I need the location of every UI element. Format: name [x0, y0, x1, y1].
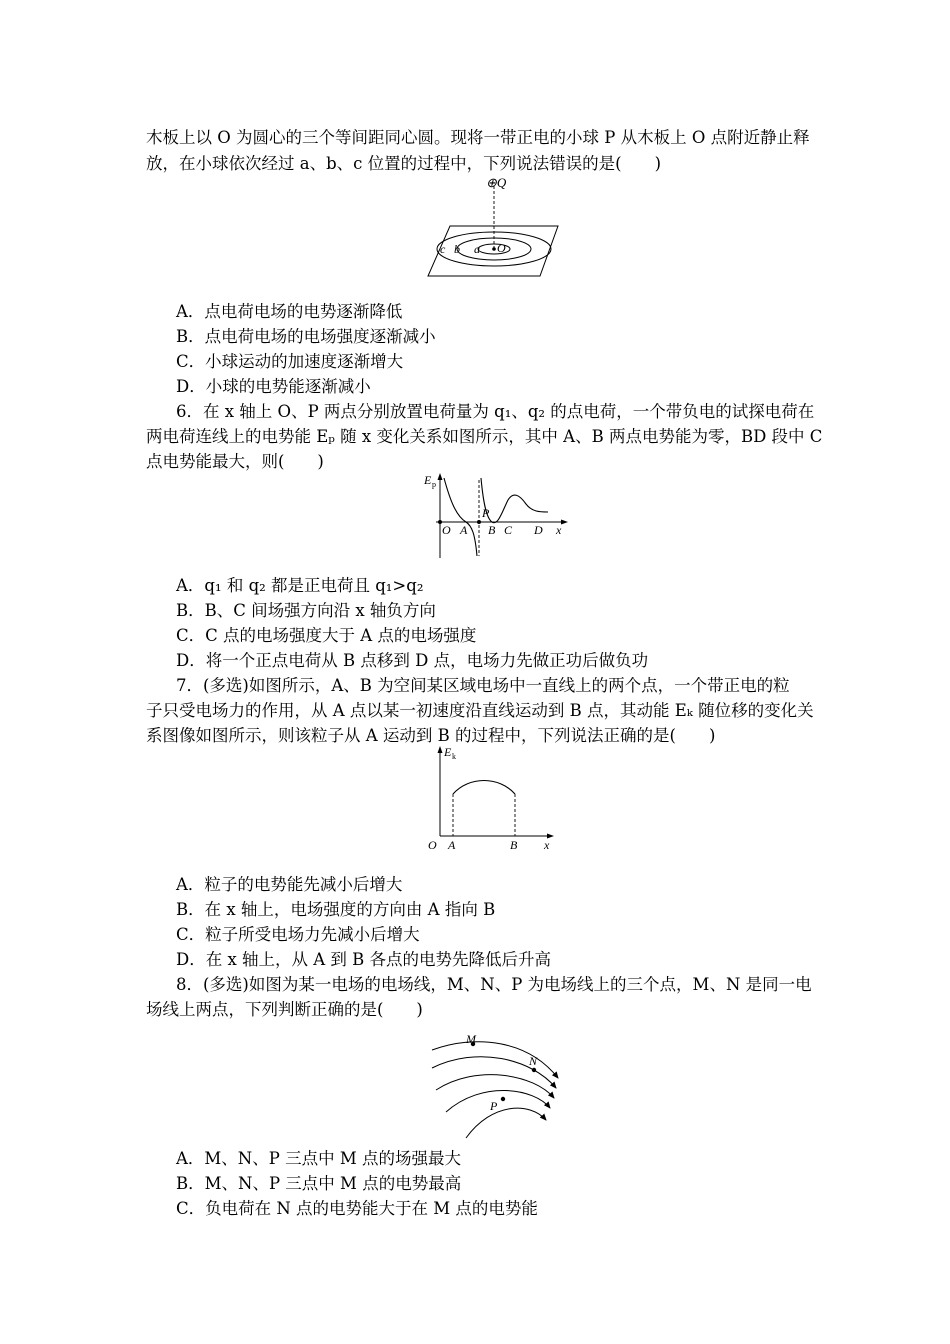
label-b: B: [510, 838, 518, 852]
q8-option-b: B．M、N、P 三点中 M 点的电势最高: [176, 1174, 462, 1193]
label-p: P: [490, 1099, 498, 1113]
label-d: D: [534, 523, 543, 537]
q5-option-b: B．点电荷电场的电场强度逐渐减小: [176, 327, 436, 346]
q5-stem-line-1: 木板上以 O 为圆心的三个等间距同心圆。现将一带正电的小球 P 从木板上 O 点附近静止释: [146, 128, 810, 147]
q8-option-c: C．负电荷在 N 点的电势能大于在 M 点的电势能: [176, 1199, 538, 1218]
label-a: a: [474, 242, 480, 256]
field-line-3: [436, 1075, 554, 1098]
q8-stem-line-1: 8．(多选)如图为某一电场的电场线，M、N、P 为电场线上的三个点，M、N 是同一电: [176, 975, 812, 994]
q6-option-d: D．将一个正点电荷从 B 点移到 D 点，电场力先做正功后做负功: [176, 651, 649, 670]
q7-figure-ek-graph: [424, 742, 564, 854]
q5-option-c: C．小球运动的加速度逐渐增大: [176, 352, 404, 371]
label-o: O: [428, 838, 437, 852]
q5-option-d: D．小球的电势能逐渐减小: [176, 377, 371, 396]
label-a: A: [448, 838, 456, 852]
q6-option-a: A．q₁ 和 q₂ 都是正电荷且 q₁>q₂: [176, 576, 424, 595]
label-o: O: [442, 523, 451, 537]
q6-option-b: B．B、C 间场强方向沿 x 轴负方向: [176, 601, 436, 620]
y-label-sub: k: [452, 752, 456, 761]
q8-option-a: A．M、N、P 三点中 M 点的场强最大: [176, 1149, 461, 1168]
q5-stem-line-2: 放，在小球依次经过 a、b、c 位置的过程中，下列说法错误的是( ): [146, 154, 662, 173]
point-o: [492, 247, 496, 251]
charge-q-label: ⊕Q: [486, 175, 507, 190]
label-a: A: [460, 523, 468, 537]
ep-curve-left: [444, 478, 477, 556]
q7-stem-line-2: 子只受电场力的作用，从 A 点以某一初速度沿直线运动到 B 点，其动能 Eₖ 随位移的变化关: [146, 701, 814, 720]
y-label: E: [444, 745, 452, 759]
x-axis-arrow: [561, 520, 568, 525]
y-axis-arrow: [438, 746, 443, 753]
label-c: c: [440, 242, 446, 256]
q8-stem-line-2: 场线上两点，下列判断正确的是( ): [146, 1000, 423, 1019]
label-b: b: [454, 242, 460, 256]
y-label: E: [424, 473, 432, 487]
y-label-sub: p: [432, 480, 436, 489]
field-line-5: [466, 1108, 546, 1138]
label-n: N: [529, 1054, 538, 1068]
q7-option-c: C．粒子所受电场力先减小后增大: [176, 925, 420, 944]
q7-option-b: B．在 x 轴上，电场强度的方向由 A 指向 B: [176, 900, 496, 919]
q5-option-a: A．点电荷电场的电势逐渐降低: [176, 302, 403, 321]
label-m: M: [466, 1032, 476, 1046]
point-p-dot: [477, 520, 481, 524]
q6-stem-line-1: 6．在 x 轴上 O、P 两点分别放置电荷量为 q₁、q₂ 的点电荷，一个带负电的试探电荷在: [176, 402, 815, 421]
q5-figure-concentric-circles: [420, 172, 570, 284]
q7-stem-line-1: 7．(多选)如图所示，A、B 为空间某区域电场中一直线上的两个点，一个带正电的粒: [176, 676, 790, 695]
point-p-dot: [501, 1097, 505, 1101]
field-line-2: [432, 1057, 556, 1088]
q6-option-c: C．C 点的电场强度大于 A 点的电场强度: [176, 626, 477, 645]
q6-stem-line-3: 点电势能最大，则( ): [146, 452, 324, 471]
wooden-board: [428, 226, 558, 276]
field-line-4: [446, 1090, 550, 1112]
label-b: B: [488, 523, 496, 537]
ep-curve-right: [481, 478, 548, 523]
q6-stem-line-2: 两电荷连线上的电势能 Eₚ 随 x 变化关系如图所示，其中 A、B 两点电势能为零，BD 段中 C: [146, 427, 823, 446]
label-c: C: [504, 523, 513, 537]
ek-curve: [453, 781, 515, 795]
label-x: x: [556, 523, 562, 537]
y-axis-arrow: [438, 473, 443, 480]
q8-figure-field-lines: [426, 1016, 566, 1144]
label-p: P: [482, 506, 490, 520]
q6-figure-ep-graph: [416, 470, 576, 562]
q7-option-a: A．粒子的电势能先减小后增大: [176, 875, 403, 894]
q7-option-d: D．在 x 轴上，从 A 到 B 各点的电势先降低后升高: [176, 950, 552, 969]
q7-stem-line-3: 系图像如图所示，则该粒子从 A 运动到 B 的过程中，下列说法正确的是( ): [146, 726, 716, 745]
label-o: O: [497, 241, 506, 255]
label-x: x: [544, 838, 550, 852]
point-n-dot: [532, 1068, 536, 1072]
